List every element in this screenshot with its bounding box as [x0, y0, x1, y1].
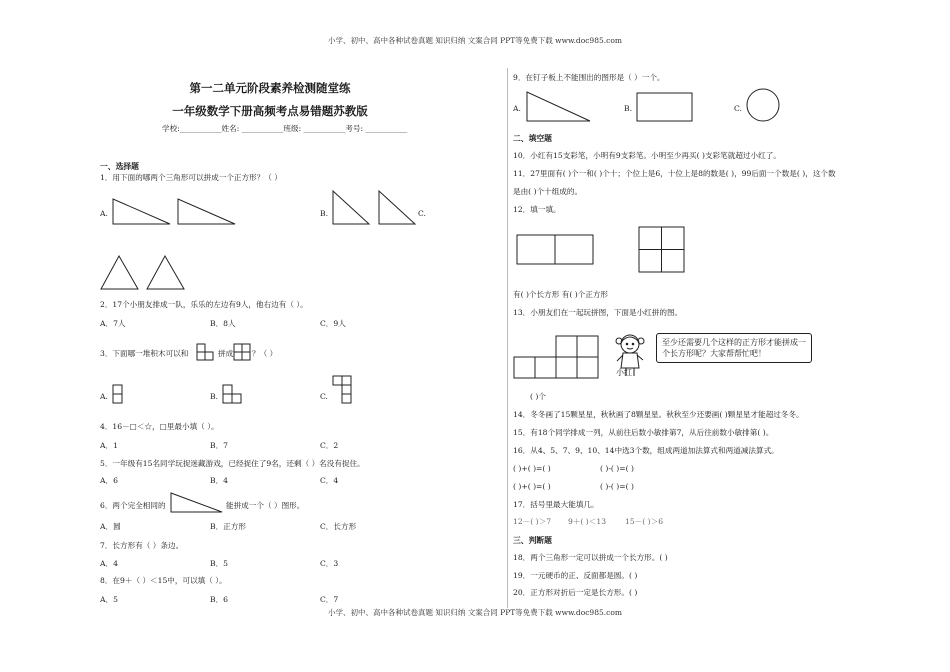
q12-answer-line: 有( )个长方形 有( )个正方形	[513, 290, 609, 299]
q3-block-shape	[196, 343, 216, 363]
q12-rectangle-figure	[516, 234, 596, 266]
q6-triangle-shape	[170, 492, 224, 514]
q7-option-a: A．4	[100, 559, 118, 568]
q3-option-a-shape	[112, 384, 126, 406]
question-11-line-1: 11．27里面有( )个一和( )个十；个位上是6，十位上是8的数是( )，99后面一个数是( )，这个数	[513, 169, 836, 178]
q3-option-a: A.	[100, 392, 108, 401]
q16-addition-2: ( )+( )=( )	[513, 482, 551, 491]
title-line-1: 第一二单元阶段素养检测随堂练	[189, 81, 351, 95]
q1-triangle-a2	[177, 198, 237, 226]
question-15: 15．有18个同学排成一列，从前往后数小敏排第7，从后往前数小敏排第( )。	[513, 428, 774, 437]
question-8: 8．在9＋（ ）＜15中，可以填（ ）。	[100, 576, 227, 585]
question-9: 9．在钉子板上不能围出的图形是（ ）一个。	[513, 73, 665, 82]
q9-rectangle-shape	[636, 92, 694, 122]
question-1: 1．用下面的哪两个三角形可以拼成一个正方形？（ ）	[100, 173, 282, 182]
speech-bubble: 至少还需要几个这样的正方形才能拼成一个长方形呢？大家帮帮忙吧！	[656, 333, 812, 363]
q9-circle-shape	[746, 88, 782, 124]
title-line-2: 一年级数学下册高频考点易错题苏教版	[172, 104, 368, 118]
question-16: 16．从4、5、7、9、10、14中选3个数，组成两道加法算式和两道减法算式。	[513, 446, 779, 455]
question-10: 10．小红有15支彩笔，小明有9支彩笔。小明至少再买( )支彩笔就超过小红了。	[513, 151, 781, 160]
q9-option-b: B.	[624, 104, 632, 113]
question-12: 12．填一填。	[513, 205, 561, 214]
footer-banner: 小学、初中、高中各种试卷真题 知识归纳 文案合同 PPT等免费下载 www.doc985.com	[328, 608, 622, 617]
question-19: 19．一元硬币的正、反面都是圆。( )	[513, 571, 638, 580]
question-17: 17．括号里最大能填几。	[513, 500, 599, 509]
q3-option-c: C.	[320, 392, 328, 401]
girl-name-label: 小红	[616, 368, 632, 377]
q17-item-2: 9＋( )＜13	[568, 517, 607, 526]
q1-option-c: C.	[418, 209, 426, 218]
q6-option-a: A．圆	[100, 522, 121, 531]
student-info-line: 学校:___________姓名: ___________班级: ___________考号: ___________	[162, 124, 408, 133]
q9-option-c: C.	[734, 104, 742, 113]
q1-triangle-c2	[146, 255, 186, 291]
q3-option-b: B.	[210, 392, 218, 401]
question-6-part-a: 6．两个完全相同的	[100, 501, 166, 510]
q1-triangle-c1	[100, 255, 140, 291]
section-choice-heading: 一、选择题	[100, 162, 139, 171]
q17-item-1: 12－( )＞7	[513, 517, 552, 526]
question-14: 14．冬冬画了15颗星星，秋秋画了8颗星星。秋秋至少还要画( )颗星星才能超过冬冬。	[513, 410, 804, 419]
q6-option-b: B．正方形	[210, 522, 246, 531]
q5-option-a: A．6	[100, 476, 118, 485]
question-18: 18．两个三角形一定可以拼成一个长方形。( )	[513, 553, 668, 562]
q3-target-square	[233, 343, 253, 363]
q3-option-b-shape	[222, 384, 246, 406]
q17-item-3: 15－( )＞6	[625, 517, 664, 526]
q13-answer-blank: ( )个	[530, 392, 546, 401]
question-3-part-c: ？（ ）	[252, 349, 278, 358]
q9-triangle-shape	[526, 91, 592, 123]
q7-option-b: B．5	[210, 559, 229, 568]
q1-option-b: B.	[320, 209, 328, 218]
question-11-line-2: 是由( )个十组成的。	[513, 187, 583, 196]
q2-option-c: C．9人	[320, 319, 346, 328]
q5-option-c: C．4	[320, 476, 339, 485]
section-fill-heading: 二、填空题	[513, 134, 552, 143]
q13-puzzle-figure	[513, 335, 601, 381]
q3-option-c-shape	[332, 375, 356, 407]
question-6-part-b: 能拼成一个（ ）图形。	[226, 501, 305, 510]
q8-option-c: C．7	[320, 595, 339, 604]
section-judge-heading: 三、判断题	[513, 536, 552, 545]
column-divider	[507, 68, 508, 608]
q5-option-b: B．4	[210, 476, 229, 485]
q4-option-b: B．7	[210, 441, 229, 450]
question-2: 2．17个小朋友排成一队，乐乐的左边有9人，他右边有（ ）。	[100, 300, 308, 309]
header-banner: 小学、初中、高中各种试卷真题 知识归纳 文案合同 PPT等免费下载 www.doc985.com	[328, 36, 622, 45]
q16-subtraction-1: ( )-( )=( )	[600, 464, 634, 473]
q1-triangle-b2	[378, 190, 418, 226]
question-13: 13．小朋友们在一起玩拼图，下面是小红拼的图。	[513, 308, 683, 317]
q2-option-b: B．8人	[210, 319, 236, 328]
q8-option-a: A．5	[100, 595, 118, 604]
q1-triangle-a1	[112, 198, 172, 226]
question-5: 5．一年级有15名同学玩捉迷藏游戏，已经捉住了9名，还剩（ ）名没有捉住。	[100, 459, 365, 468]
q1-option-a: A.	[100, 209, 108, 218]
q2-option-a: A．7人	[100, 319, 126, 328]
question-3-part-b: 拼成	[218, 349, 234, 358]
q4-option-c: C．2	[320, 441, 339, 450]
q12-square-figure	[638, 226, 686, 274]
q1-triangle-b1	[332, 190, 372, 226]
question-20: 20．正方形对折后一定是长方形。( )	[513, 588, 638, 597]
q9-option-a: A.	[513, 104, 521, 113]
question-3-part-a: 3．下面哪一堆积木可以和	[100, 349, 189, 358]
q16-addition-1: ( )+( )=( )	[513, 464, 551, 473]
q16-subtraction-2: ( )-( )=( )	[600, 482, 634, 491]
question-7: 7．长方形有（ ）条边。	[100, 541, 184, 550]
q8-option-b: B．6	[210, 595, 229, 604]
q6-option-c: C．长方形	[320, 522, 357, 531]
question-4: 4．16－□＜☆，□里最小填（ ）。	[100, 422, 219, 431]
q4-option-a: A．1	[100, 441, 118, 450]
q7-option-c: C．3	[320, 559, 339, 568]
